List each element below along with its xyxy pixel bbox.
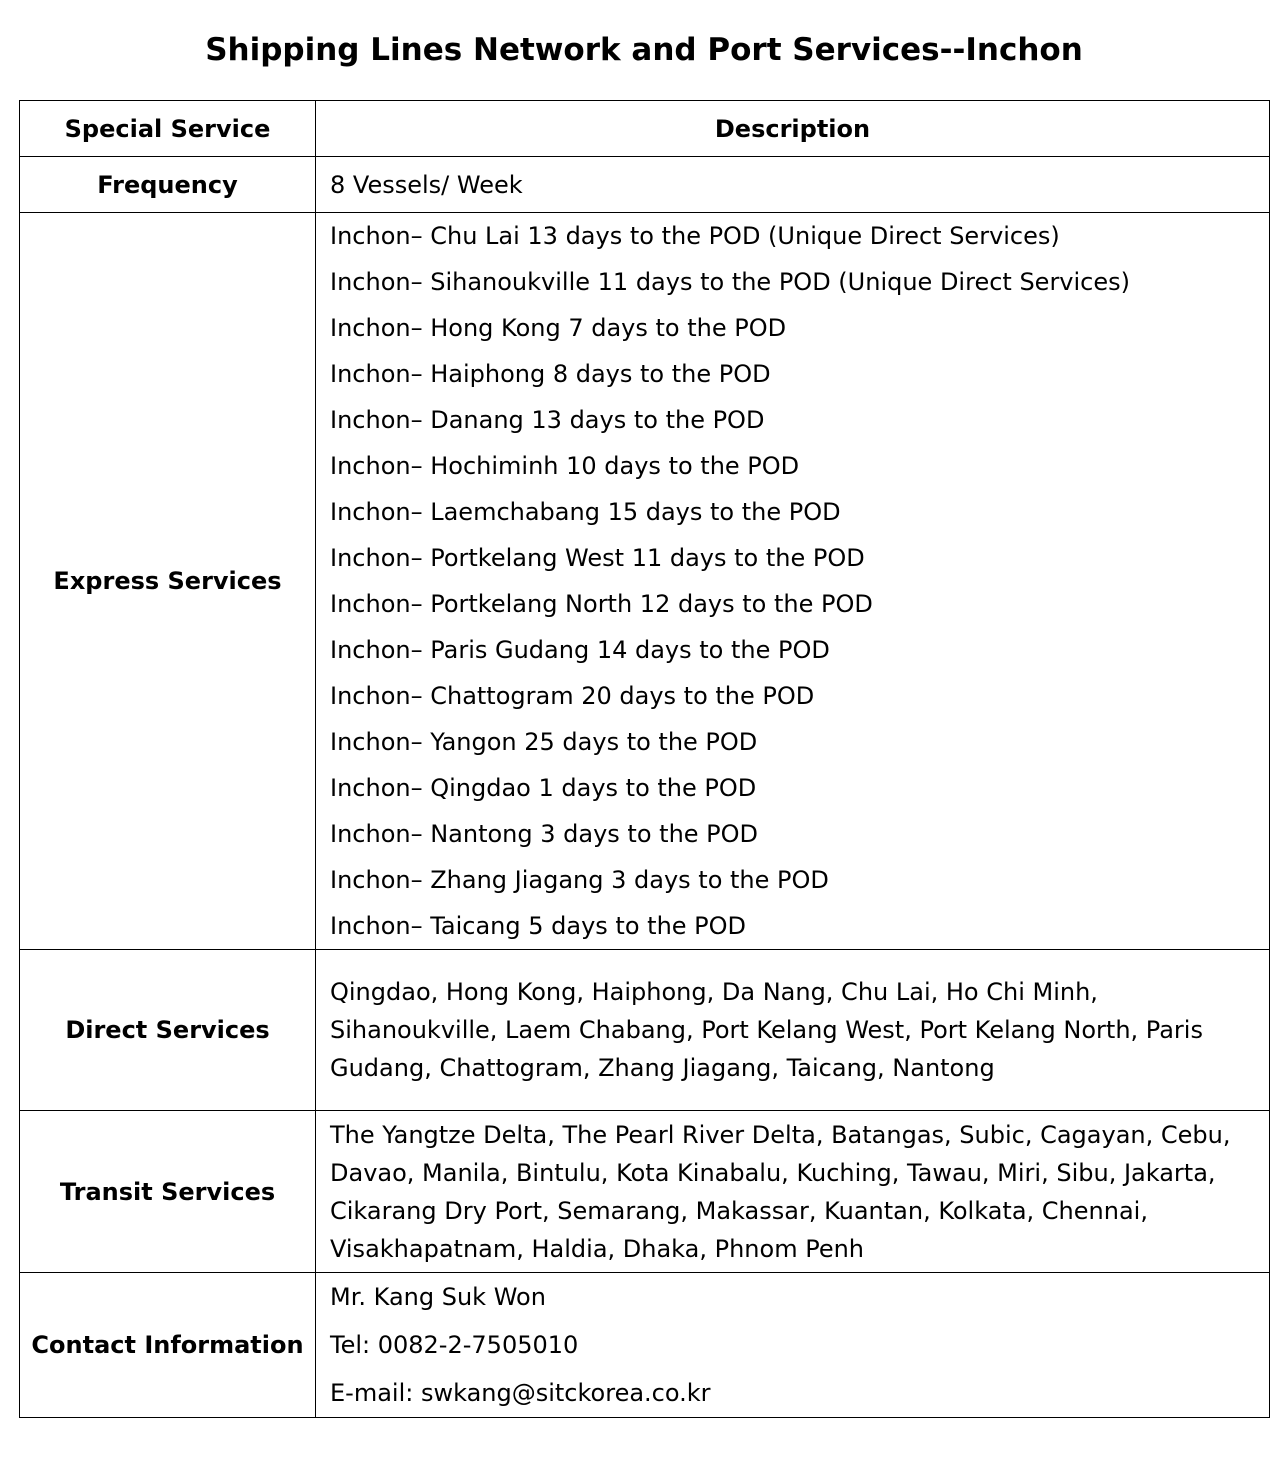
list-item: Inchon– Chu Lai 13 days to the POD (Unique Direct Services) — [330, 222, 1060, 250]
list-item: Inchon– Yangon 25 days to the POD — [330, 728, 758, 756]
contact-information-cell — [316, 1273, 1270, 1418]
table-row — [20, 157, 1270, 213]
list-item: Inchon– Paris Gudang 14 days to the POD — [330, 636, 830, 664]
contact-name: Mr. Kang Suk Won — [330, 1283, 546, 1311]
frequency-value: 8 Vessels/ Week — [316, 157, 1270, 213]
direct-services-text: Qingdao, Hong Kong, Haiphong, Da Nang, Chu Lai, Ho Chi Minh, Sihanoukville, Laem Chabang, Port Kelang West, Port Kelang North, Paris Gudang, Chattogram, Zhang Jiagang, Taicang, Nantong — [330, 978, 1203, 1082]
table-header-row — [20, 101, 1270, 157]
list-item: Inchon– Qingdao 1 days to the POD — [330, 774, 757, 802]
contact-phone: Tel: 0082-2-7505010 — [330, 1331, 579, 1359]
direct-services-label: Direct Services — [20, 950, 316, 1111]
contact-information-label: Contact Information — [20, 1273, 316, 1418]
list-item: Inchon– Hochiminh 10 days to the POD — [330, 452, 800, 480]
list-item: Inchon– Chattogram 20 days to the POD — [330, 682, 815, 710]
list-item: Inchon– Portkelang West 11 days to the POD — [330, 544, 865, 572]
list-item: Inchon– Danang 13 days to the POD — [330, 406, 765, 434]
list-item: Inchon– Portkelang North 12 days to the POD — [330, 590, 873, 618]
table-row — [20, 1111, 1270, 1273]
list-item: Inchon– Zhang Jiagang 3 days to the POD — [330, 866, 829, 894]
direct-services-cell — [316, 950, 1270, 1111]
list-item: Inchon– Sihanoukville 11 days to the POD (Unique Direct Services) — [330, 268, 1131, 296]
list-item: Inchon– Taicang 5 days to the POD — [330, 912, 747, 940]
contact-email: E-mail: swkang@sitckorea.co.kr — [330, 1379, 711, 1407]
list-item: Inchon– Laemchabang 15 days to the POD — [330, 498, 841, 526]
table-row — [20, 213, 1270, 950]
transit-services-text: The Yangtze Delta, The Pearl River Delta, Batangas, Subic, Cagayan, Cebu, Davao, Manila, Bintulu, Kota Kinabalu, Kuching, Tawau, Miri, Sibu, Jakarta, Cikarang Dry Port, Semarang, Makassar, Kuantan, Kolkata, Chennai, Visakhapatnam, Haldia, Dhaka, Phnom Penh — [330, 1120, 1231, 1263]
page-title: Shipping Lines Network and Port Services--Inchon — [205, 32, 1083, 68]
header-description: Description — [316, 101, 1270, 157]
services-table — [19, 100, 1270, 1418]
frequency-label: Frequency — [20, 157, 316, 213]
table-row — [20, 1273, 1270, 1418]
list-item: Inchon– Haiphong 8 days to the POD — [330, 360, 771, 388]
header-special-service: Special Service — [20, 101, 316, 157]
express-services-list — [316, 213, 1270, 950]
express-services-label: Express Services — [20, 213, 316, 950]
transit-services-cell — [316, 1111, 1270, 1273]
table-row — [20, 950, 1270, 1111]
list-item: Inchon– Nantong 3 days to the POD — [330, 820, 759, 848]
list-item: Inchon– Hong Kong 7 days to the POD — [330, 314, 787, 342]
transit-services-label: Transit Services — [20, 1111, 316, 1273]
